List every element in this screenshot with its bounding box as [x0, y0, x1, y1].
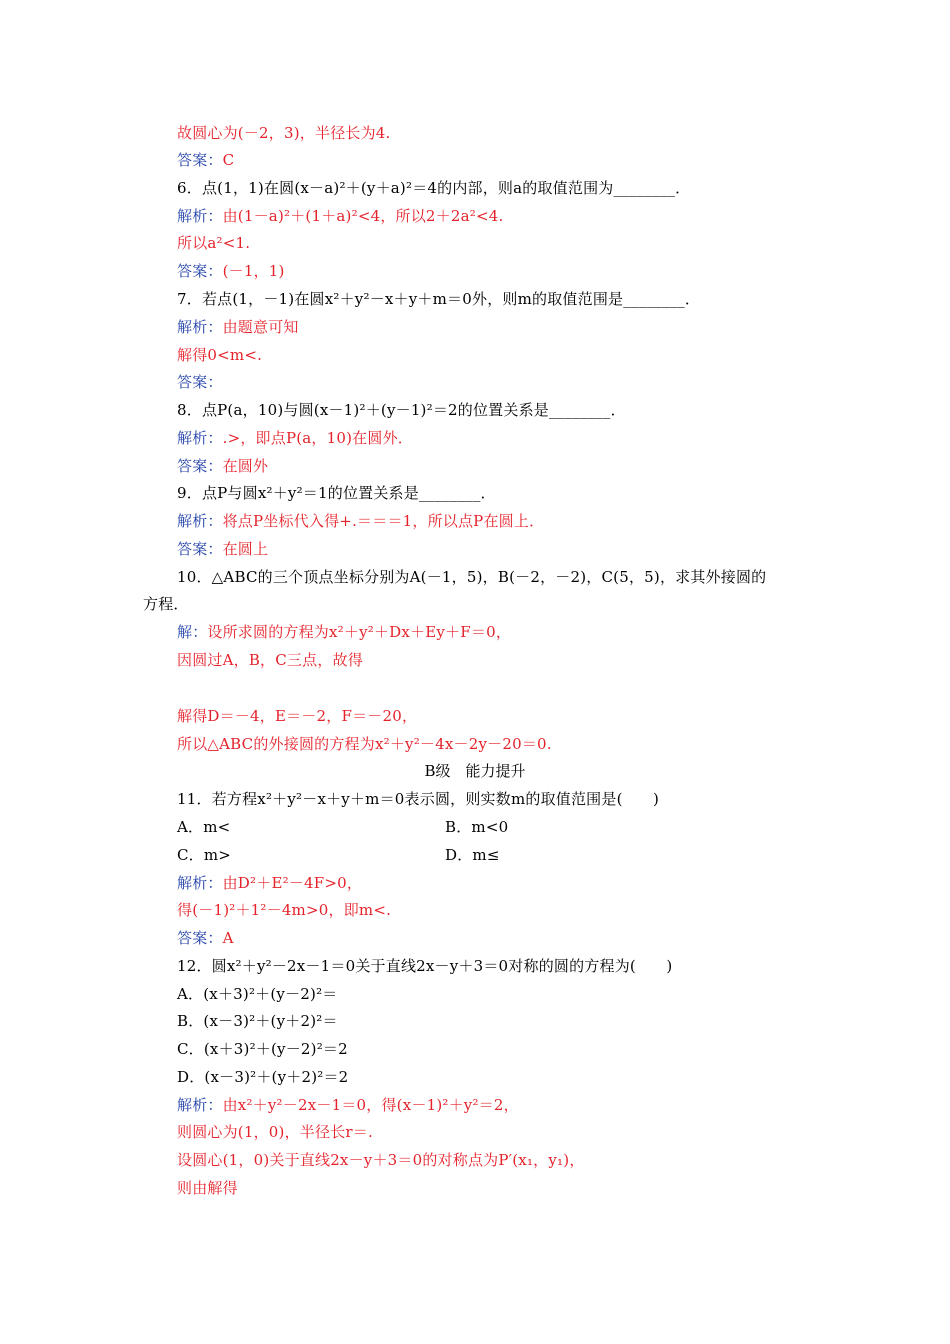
- solution-line: 解析：由(1－a)²＋(1＋a)²<4，所以2＋2a²<4.: [177, 207, 504, 225]
- answer-line: 答案：在圆外: [177, 457, 269, 475]
- answer-line: 答案：在圆上: [177, 540, 269, 558]
- option-b: B．(x－3)²＋(y＋2)²＝: [177, 1012, 338, 1030]
- solution-line: 解析：由D²＋E²－4F>0，: [177, 874, 363, 892]
- solution-line: 解析：.>，即点P(a，10)在圆外．: [177, 429, 413, 447]
- question-11: 11．若方程x²＋y²－x＋y＋m＝0表示圆，则实数m的取值范围是( ): [177, 790, 660, 808]
- answer-line: 答案：C: [177, 151, 235, 169]
- answer-line: 答案：: [177, 373, 223, 391]
- solution-text: 设圆心(1，0)关于直线2x－y＋3＝0的对称点为P′(x₁，y₁)，: [177, 1151, 585, 1169]
- option-d: D．m≤: [445, 846, 500, 864]
- solution-line: 解析：由题意可知: [177, 318, 299, 336]
- section-heading: B级 能力提升: [424, 762, 526, 780]
- question-7: 7．若点(1，－1)在圆x²＋y²－x＋y＋m＝0外，则m的取值范围是________．: [177, 290, 701, 308]
- answer-line: 答案：A: [177, 929, 234, 947]
- solution-text: 因圆过A，B，C三点，故得: [177, 651, 363, 669]
- option-c: C．(x＋3)²＋(y－2)²＝2: [177, 1040, 348, 1058]
- question-12: 12．圆x²＋y²－2x－1＝0关于直线2x－y＋3＝0对称的圆的方程为( ): [177, 957, 673, 975]
- solution-line: 解：设所求圆的方程为x²＋y²＋Dx＋Ey＋F＝0，: [177, 623, 512, 641]
- option-d: D．(x－3)²＋(y＋2)²＝2: [177, 1068, 349, 1086]
- option-a: A．m<: [177, 818, 231, 836]
- solution-text: 所以a²<1.: [177, 234, 251, 252]
- solution-text: 则由解得: [177, 1179, 238, 1197]
- solution-text: 则圆心为(1，0)，半径长r＝.: [177, 1123, 373, 1141]
- solution-text: 解得0<m<.: [177, 346, 263, 364]
- question-10: 10．△ABC的三个顶点坐标分别为A(－1，5)，B(－2，－2)，C(5，5)，求其外接圆的: [177, 568, 767, 586]
- question-10-cont: 方程．: [143, 595, 189, 613]
- line-1: 故圆心为(－2，3)，半径长为4.: [177, 124, 391, 142]
- question-8: 8．点P(a，10)与圆(x－1)²＋(y－1)²＝2的位置关系是________．: [177, 401, 626, 419]
- option-b: B．m<0: [445, 818, 509, 836]
- option-a: A．(x＋3)²＋(y－2)²＝: [177, 985, 338, 1003]
- question-9: 9．点P与圆x²＋y²＝1的位置关系是________．: [177, 484, 496, 502]
- solution-text: 所以△ABC的外接圆的方程为x²＋y²－4x－2y－20＝0.: [177, 735, 552, 753]
- solution-line: 解析：由x²＋y²－2x－1＝0，得(x－1)²＋y²＝2，: [177, 1096, 519, 1114]
- question-6: 6．点(1，1)在圆(x－a)²＋(y＋a)²＝4的内部，则a的取值范围为________．: [177, 179, 691, 197]
- answer-line: 答案：(－1，1): [177, 262, 285, 280]
- option-c: C．m>: [177, 846, 232, 864]
- solution-line: 解析：将点P坐标代入得+.＝＝＝1，所以点P在圆上．: [177, 512, 545, 530]
- solution-text: 解得D＝－4，E＝－2，F＝－20，: [177, 707, 418, 725]
- solution-text: 得(－1)²＋1²－4m>0，即m<.: [177, 901, 392, 919]
